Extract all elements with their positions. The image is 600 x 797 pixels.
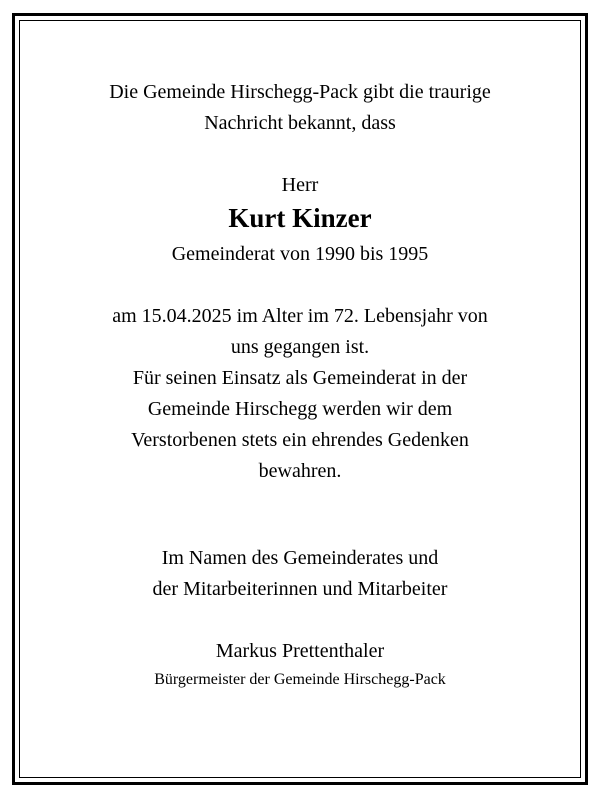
message-line-2: uns gegangen ist. bbox=[230, 336, 370, 358]
message-line-5: Verstorbenen stets ein ehrendes Gedenken bbox=[131, 429, 469, 451]
signatory-name: Markus Prettenthaler bbox=[215, 640, 385, 662]
intro-line-2: Nachricht bekannt, dass bbox=[204, 112, 396, 134]
message-line-4: Gemeinde Hirschegg werden wir dem bbox=[147, 398, 453, 420]
deceased-name: Kurt Kinzer bbox=[228, 203, 372, 233]
on-behalf-line-1: Im Namen des Gemeinderates und bbox=[161, 547, 439, 569]
deceased-role: Gemeinderat von 1990 bis 1995 bbox=[171, 243, 429, 265]
signatory-title: Bürgermeister der Gemeinde Hirschegg-Pack bbox=[154, 671, 446, 688]
intro-line-1: Die Gemeinde Hirschegg-Pack gibt die traurige bbox=[109, 81, 491, 103]
salutation: Herr bbox=[281, 174, 319, 196]
message-line-6: bewahren. bbox=[258, 460, 342, 482]
message-line-1: am 15.04.2025 im Alter im 72. Lebensjahr von bbox=[112, 305, 488, 327]
message-line-3: Für seinen Einsatz als Gemeinderat in der bbox=[132, 367, 468, 389]
on-behalf-line-2: der Mitarbeiterinnen und Mitarbeiter bbox=[152, 578, 448, 600]
